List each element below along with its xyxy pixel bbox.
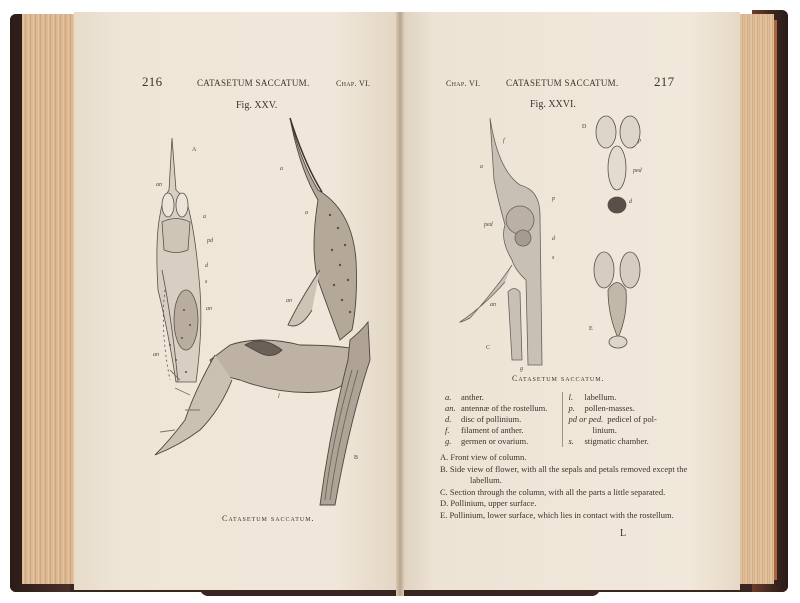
legend-entry: an. antennæ of the rostellum. [445, 403, 548, 413]
label-a-an: an [156, 182, 162, 188]
label-d-p: p [638, 138, 641, 144]
label-c-f: f [503, 138, 505, 144]
label-c-g: g [520, 366, 523, 372]
description-e: E. Pollinium, lower surface, which lies in contact with the rostellum. [440, 509, 674, 520]
right-figure-caption: Catasetum saccatum. [512, 374, 605, 383]
label-a-pd: pd [207, 238, 213, 244]
label-c-p: p [552, 196, 555, 202]
figure-descriptions [440, 452, 695, 521]
left-running-title: CATASETUM SACCATUM. [197, 78, 310, 88]
label-b-a-upper: a [280, 166, 283, 172]
left-figure-title: Fig. XXV. [236, 100, 278, 111]
figure-label-c: C [486, 345, 491, 351]
legend-entry: l. labellum. [568, 392, 617, 402]
view-e-pollinium-lower [594, 252, 640, 348]
legend-entry: g. germen or ovarium. [445, 436, 529, 446]
label-d-d: d [629, 199, 632, 205]
label-c-ped: ped [484, 222, 493, 228]
label-d-ped: ped [633, 168, 642, 174]
label-c-a: a [480, 164, 483, 170]
figure-label-b: B [354, 455, 359, 461]
figure-label-e: E [589, 326, 593, 332]
legend-entry: s. stigmatic chamber. [568, 436, 649, 446]
label-c-d: d [552, 236, 555, 242]
figure-label-d: D [582, 124, 587, 130]
right-page-number: 217 [654, 74, 675, 89]
right-running-title: CATASETUM SACCATUM. [506, 78, 619, 88]
legend-entry-continued: linium. [592, 425, 617, 435]
legend-entry: pd or ped. pedicel of pol- [568, 414, 657, 424]
label-c-an: an [490, 302, 496, 308]
description-b: B. Side view of flower, with all the sepals and petals removed except the labellum. [440, 463, 688, 485]
left-chapter-label: Chap. VI. [336, 79, 371, 88]
view-c-section [460, 118, 542, 365]
figure-legend [445, 392, 685, 447]
legend-entry: f. filament of anther. [445, 425, 524, 435]
legend-right-column [562, 392, 686, 447]
label-a-an-right: an [206, 306, 212, 312]
legend-left-column [445, 392, 562, 447]
label-b-a: a [305, 210, 308, 216]
label-b-an: an [286, 298, 292, 304]
right-figure-title: Fig. XXVI. [530, 99, 576, 110]
signature-mark: L [620, 528, 627, 539]
view-d-pollinium-upper [596, 116, 640, 213]
label-a-d: d [205, 263, 208, 269]
label-b-l: l [278, 394, 280, 400]
label-a-an-left: an [153, 352, 159, 358]
view-a-column [157, 138, 201, 382]
label-c-s: s [552, 255, 555, 261]
right-chapter-label: Chap. VI. [446, 79, 481, 88]
description-d: D. Pollinium, upper surface. [440, 498, 537, 508]
description-c: C. Section through the column, with all the parts a little separated. [440, 486, 666, 497]
label-a-a: a [203, 214, 206, 220]
legend-entry: p. pollen-masses. [568, 403, 635, 413]
figure-label-a: A [192, 147, 197, 153]
description-a: A. Front view of column. [440, 452, 527, 462]
legend-entry: a. anther. [445, 392, 484, 402]
left-figure-caption: Catasetum saccatum. [222, 514, 315, 523]
left-page-number: 216 [142, 74, 163, 89]
label-a-s: s [205, 279, 208, 285]
legend-entry: d. disc of pollinium. [445, 414, 522, 424]
